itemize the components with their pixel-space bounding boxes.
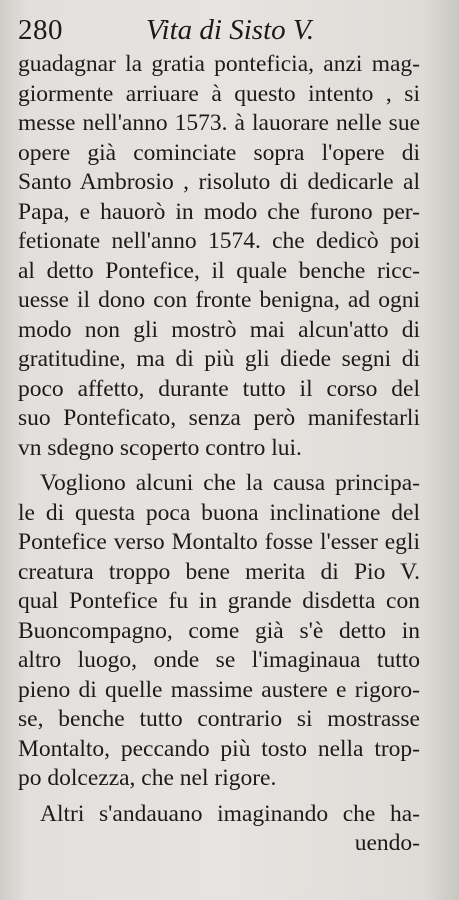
text-line: Vogliono alcuni che la causa principa- bbox=[40, 470, 420, 496]
text-line: messe nell'anno 1573. à lauorare nelle sue bbox=[18, 110, 420, 136]
text-line: Santo Ambrosio , risoluto di dedicarle al bbox=[18, 169, 420, 195]
text-line: Montalto, peccando più tosto nella trop- bbox=[18, 735, 420, 762]
text-line: guadagnar la gratia ponteficia, anzi mag- bbox=[18, 51, 420, 77]
text-line: Buoncompagno, come già s'è detto in bbox=[18, 617, 420, 644]
page-number: 280 bbox=[18, 14, 63, 46]
text-line: se, benche tutto contrario si mostrasse bbox=[18, 706, 420, 732]
text-line: qual Pontefice fu in grande disdetta con bbox=[18, 588, 420, 614]
text-line: pieno di quelle massime austere e rigoro- bbox=[18, 676, 420, 703]
text-line: Altri s'andauano imaginando che ha- bbox=[40, 800, 420, 827]
text-line: Pontefice verso Montalto fosse l'esser egli bbox=[18, 529, 420, 555]
text-line: uesse il dono con fronte benigna, ad ogni bbox=[18, 287, 420, 313]
text-line: al detto Pontefice, il quale benche ricc- bbox=[18, 257, 420, 284]
text-line: altro luogo, onde se l'imaginaua tutto bbox=[18, 647, 420, 673]
paragraph bbox=[18, 800, 420, 830]
text-line: giormente arriuare à questo intento , si bbox=[18, 80, 420, 107]
text-line: creatura troppo bene merita di Pio V. bbox=[18, 558, 420, 585]
text-line: fetionate nell'anno 1574. che dedicò poi bbox=[18, 228, 420, 254]
page-header bbox=[18, 10, 418, 48]
body-text bbox=[18, 50, 420, 859]
text-line: poco affetto, durante tutto il corso del bbox=[18, 375, 420, 402]
text-line: Papa, e hauorò in modo che furono per- bbox=[18, 198, 420, 225]
running-head: Vita di Sisto V. bbox=[146, 14, 315, 46]
text-line: modo non gli mostrò mai alcun'atto di bbox=[18, 316, 420, 343]
text-line: opere già cominciate sopra l'opere di bbox=[18, 139, 420, 166]
text-line: le di questa poca buona inclinatione del bbox=[18, 499, 420, 526]
text-line: gratitudine, ma di più gli diede segni di bbox=[18, 346, 420, 372]
paragraph bbox=[18, 469, 420, 794]
paragraph bbox=[18, 50, 420, 463]
text-line: po dolcezza, che nel rigore. bbox=[18, 765, 277, 791]
catchword: uendo- bbox=[354, 830, 420, 856]
text-line: suo Ponteficato, senza però manifestarli bbox=[18, 405, 420, 431]
text-line: vn sdegno scoperto contro lui. bbox=[18, 434, 302, 461]
